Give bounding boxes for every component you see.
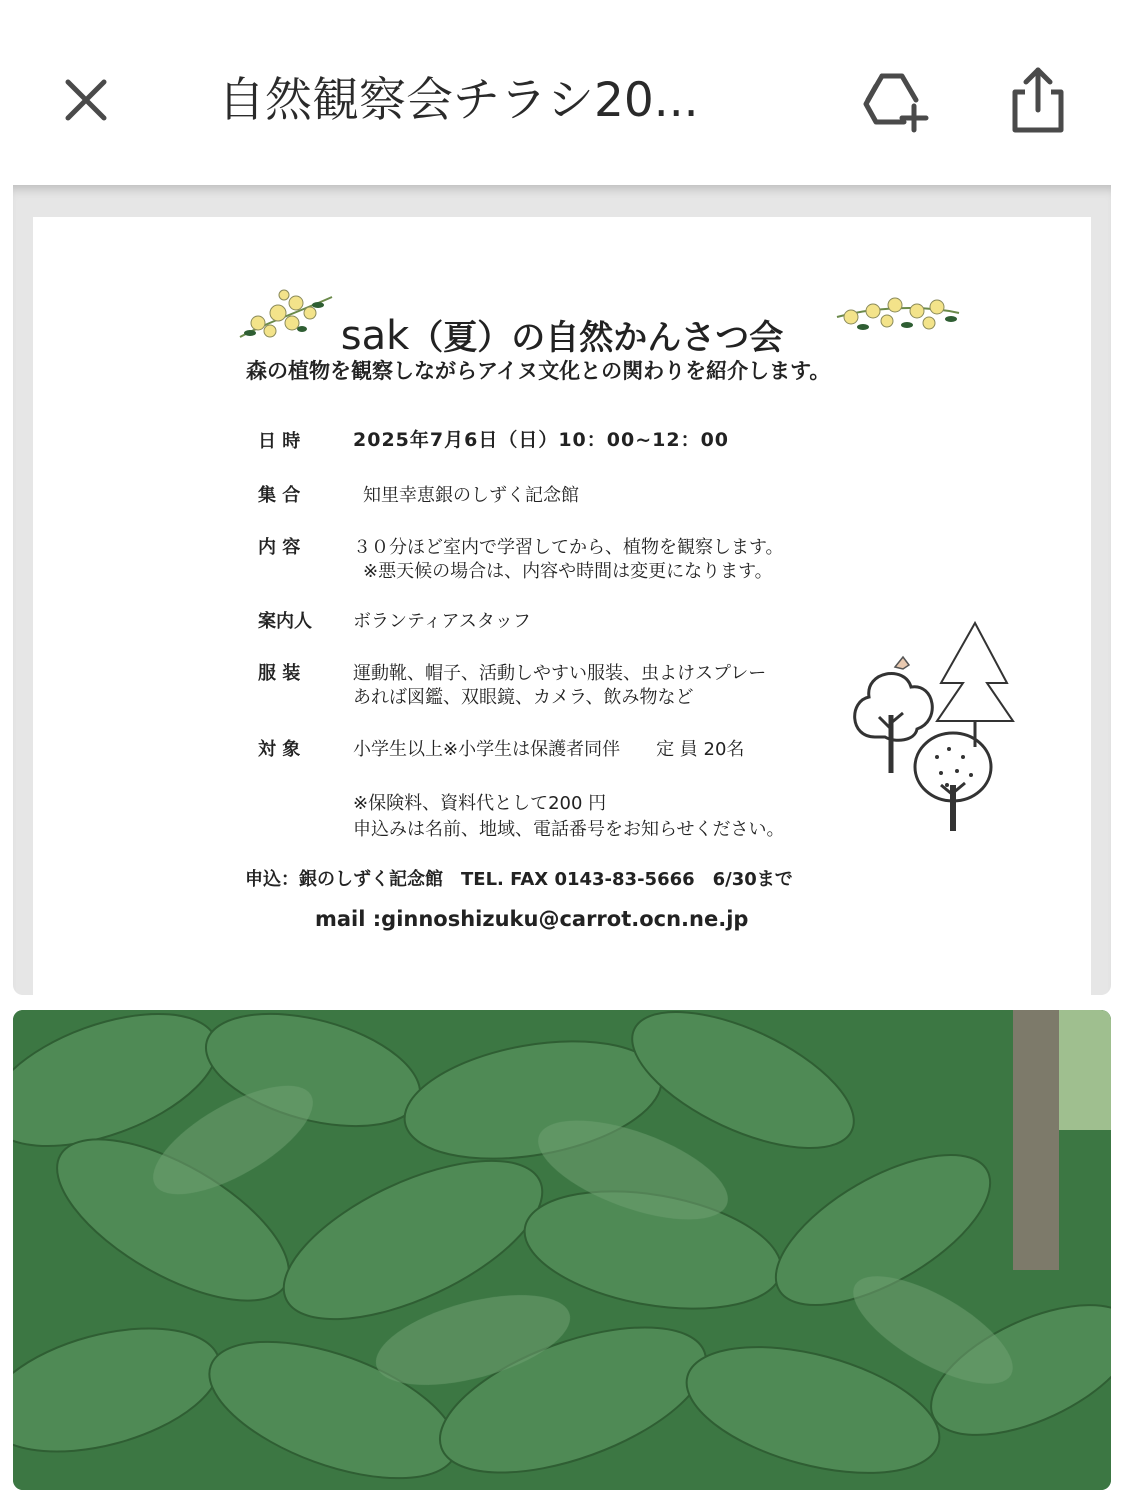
leaf-photo-image <box>13 1010 1111 1490</box>
leaf-photo <box>13 1010 1111 1490</box>
value-clothing: 運動靴、帽子、活動しやすい服装、虫よけスプレー <box>353 663 767 684</box>
label-target: 対 象 <box>258 739 301 760</box>
share-button[interactable] <box>998 58 1078 142</box>
flyer <box>33 217 1091 995</box>
close-button[interactable] <box>48 62 124 138</box>
flyer-title-rest: （夏）の自然かんさつ会 <box>409 318 784 358</box>
document-page <box>13 185 1111 995</box>
document-title: 自然観察会チラシ20... <box>218 73 699 128</box>
value-content: ３０分ほど室内で学習してから、植物を観察します。 <box>353 537 784 558</box>
flyer-subtitle: 森の植物を観察しながらアイヌ文化との関わりを紹介します。 <box>246 359 831 383</box>
document-viewer[interactable] <box>0 185 1125 1500</box>
viewer-toolbar <box>0 0 1125 185</box>
value-content-note: ※悪天候の場合は、内容や時間は変更になります。 <box>363 561 773 582</box>
label-meeting-place: 集 合 <box>258 485 301 506</box>
close-icon <box>64 78 108 122</box>
mail-address: mail :ginnoshizuku@carrot.ocn.ne.jp <box>315 907 749 931</box>
apply-note: 申込みは名前、地域、電話番号をお知らせください。 <box>353 819 785 840</box>
label-clothing: 服 装 <box>258 663 301 684</box>
label-datetime: 日 時 <box>258 431 301 452</box>
value-guide: ボランティアスタッフ <box>353 611 531 632</box>
label-content: 内 容 <box>258 537 301 558</box>
share-icon <box>1011 66 1065 134</box>
fee-note: ※保険料、資料代として200 円 <box>353 793 607 814</box>
add-to-drive-button[interactable] <box>853 62 937 142</box>
flyer-title-sak: sak <box>340 313 410 359</box>
value-datetime: 2025年7月6日（日）10：00~12：00 <box>353 429 730 451</box>
label-guide: 案内人 <box>258 611 312 632</box>
value-clothing-extra: あれば図鑑、双眼鏡、カメラ、飲み物など <box>353 687 694 708</box>
value-meeting-place: 知里幸恵銀のしずく記念館 <box>363 485 579 506</box>
add-to-drive-icon <box>860 70 930 134</box>
tree-illustration <box>845 617 1025 837</box>
apply-contact: 申込：銀のしずく記念館 TEL. FAX 0143-83-5666 6/30まで <box>245 869 793 890</box>
flower-decoration-right <box>833 287 963 337</box>
value-target: 小学生以上※小学生は保護者同伴 定 員 20名 <box>353 739 745 760</box>
